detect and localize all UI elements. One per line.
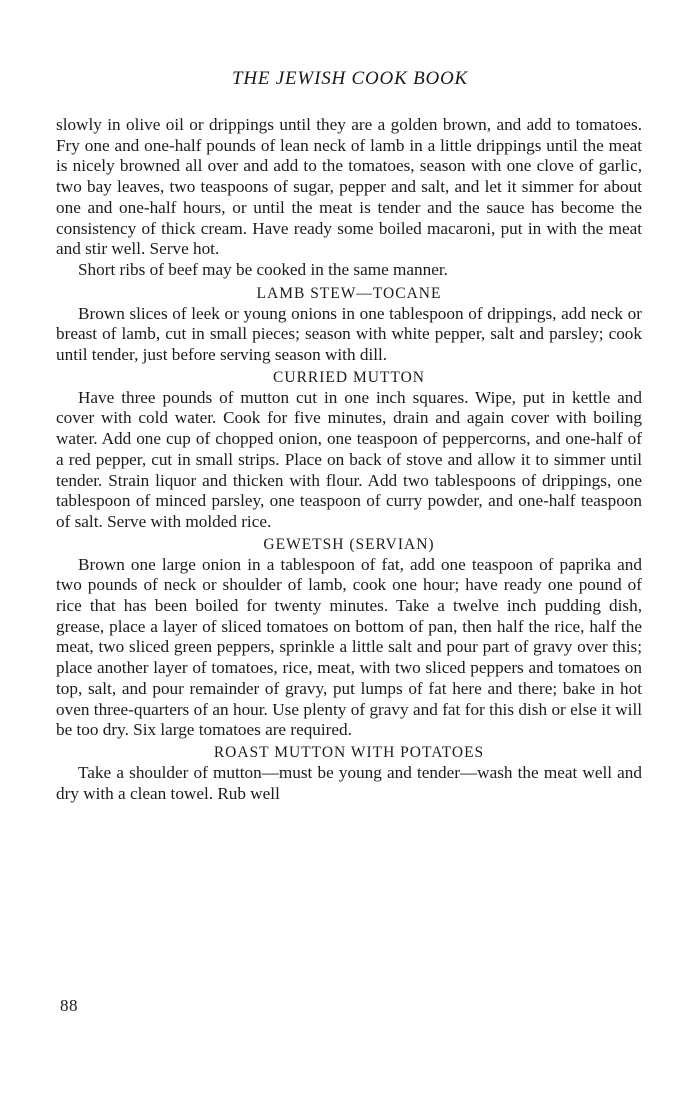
- recipe-title: CURRIED MUTTON: [273, 368, 425, 386]
- recipe-text: Have three pounds of mutton cut in one inch squares. Wipe, put in kettle and cover with cold water. Cook for five minutes, drain and again cover with boiling water. Add one cup of chopped onion, one teaspoon of peppercorns, and one-half of a red pepper, cut in small strips. Place on back of stove and allow it to simmer until tender. Strain liquor and thicken with flour. Add two tablespoons of drippings, one tablespoon of minced parsley, one teaspoon of curry powder, and one-half teaspoon of salt. Serve with molded rice.: [56, 387, 642, 531]
- recipe-text: Brown one large onion in a tablespoon of fat, add one teaspoon of paprika and two pounds of neck or shoulder of lamb, cook one hour; have ready one pound of rice that has been boiled for twenty minutes. Take a twelve inch pudding dish, grease, place a layer of sliced tomatoes on bottom of pan, then half the rice, half the meat, two sliced green peppers, sprinkle a little salt and pour part of gravy over this; place another layer of tomatoes, rice, meat, with two sliced peppers and tomatoes on top, salt, and pour remainder of gravy, put lumps of fat here and there; bake in hot oven three-quarters of an hour. Use plenty of gravy and fat for this dish or else it will be too dry. Six large tomatoes are required.: [56, 554, 642, 740]
- page-text: [56, 115, 642, 804]
- recipe-title: ROAST MUTTON WITH POTATOES: [213, 743, 485, 761]
- recipe-text: Take a shoulder of mutton—must be young and tender—wash the meat well and dry with a clean towel. Rub well: [56, 762, 642, 803]
- recipe-text: Brown slices of leek or young onions in one tablespoon of drippings, add neck or breast of lamb, cut in small pieces; season with white pepper, salt and parsley; cook until tender, just before serving season with dill.: [56, 303, 642, 365]
- recipe-gewetsh: [56, 533, 642, 741]
- recipe-lamb-stew: [56, 281, 642, 366]
- continued-paragraph: slowly in olive oil or drippings until they are a golden brown, and add to tomatoes. Fry one and one-half pounds of lean neck of lamb in a little drippings until the meat is nicely browned all over and add to the tomatoes, season with one clove of garlic, two bay leaves, two teaspoons of sugar, pepper and salt, and let it simmer for about one and one-half hours, or until the meat is tender and the sauce has become the consistency of thick cream. Have ready some boiled macaroni, put in with the meat and stir well. Serve hot.: [56, 115, 642, 259]
- running-head: THE JEWISH COOK BOOK: [231, 68, 469, 89]
- recipe-title: GEWETSH (SERVIAN): [263, 535, 435, 553]
- recipe-curried-mutton: [56, 366, 642, 533]
- continued-note: Short ribs of beef may be cooked in the same manner.: [78, 259, 448, 279]
- page-number: 88: [60, 996, 78, 1015]
- recipe-title: LAMB STEW—TOCANE: [256, 284, 442, 302]
- recipe-roast-mutton: [56, 741, 642, 804]
